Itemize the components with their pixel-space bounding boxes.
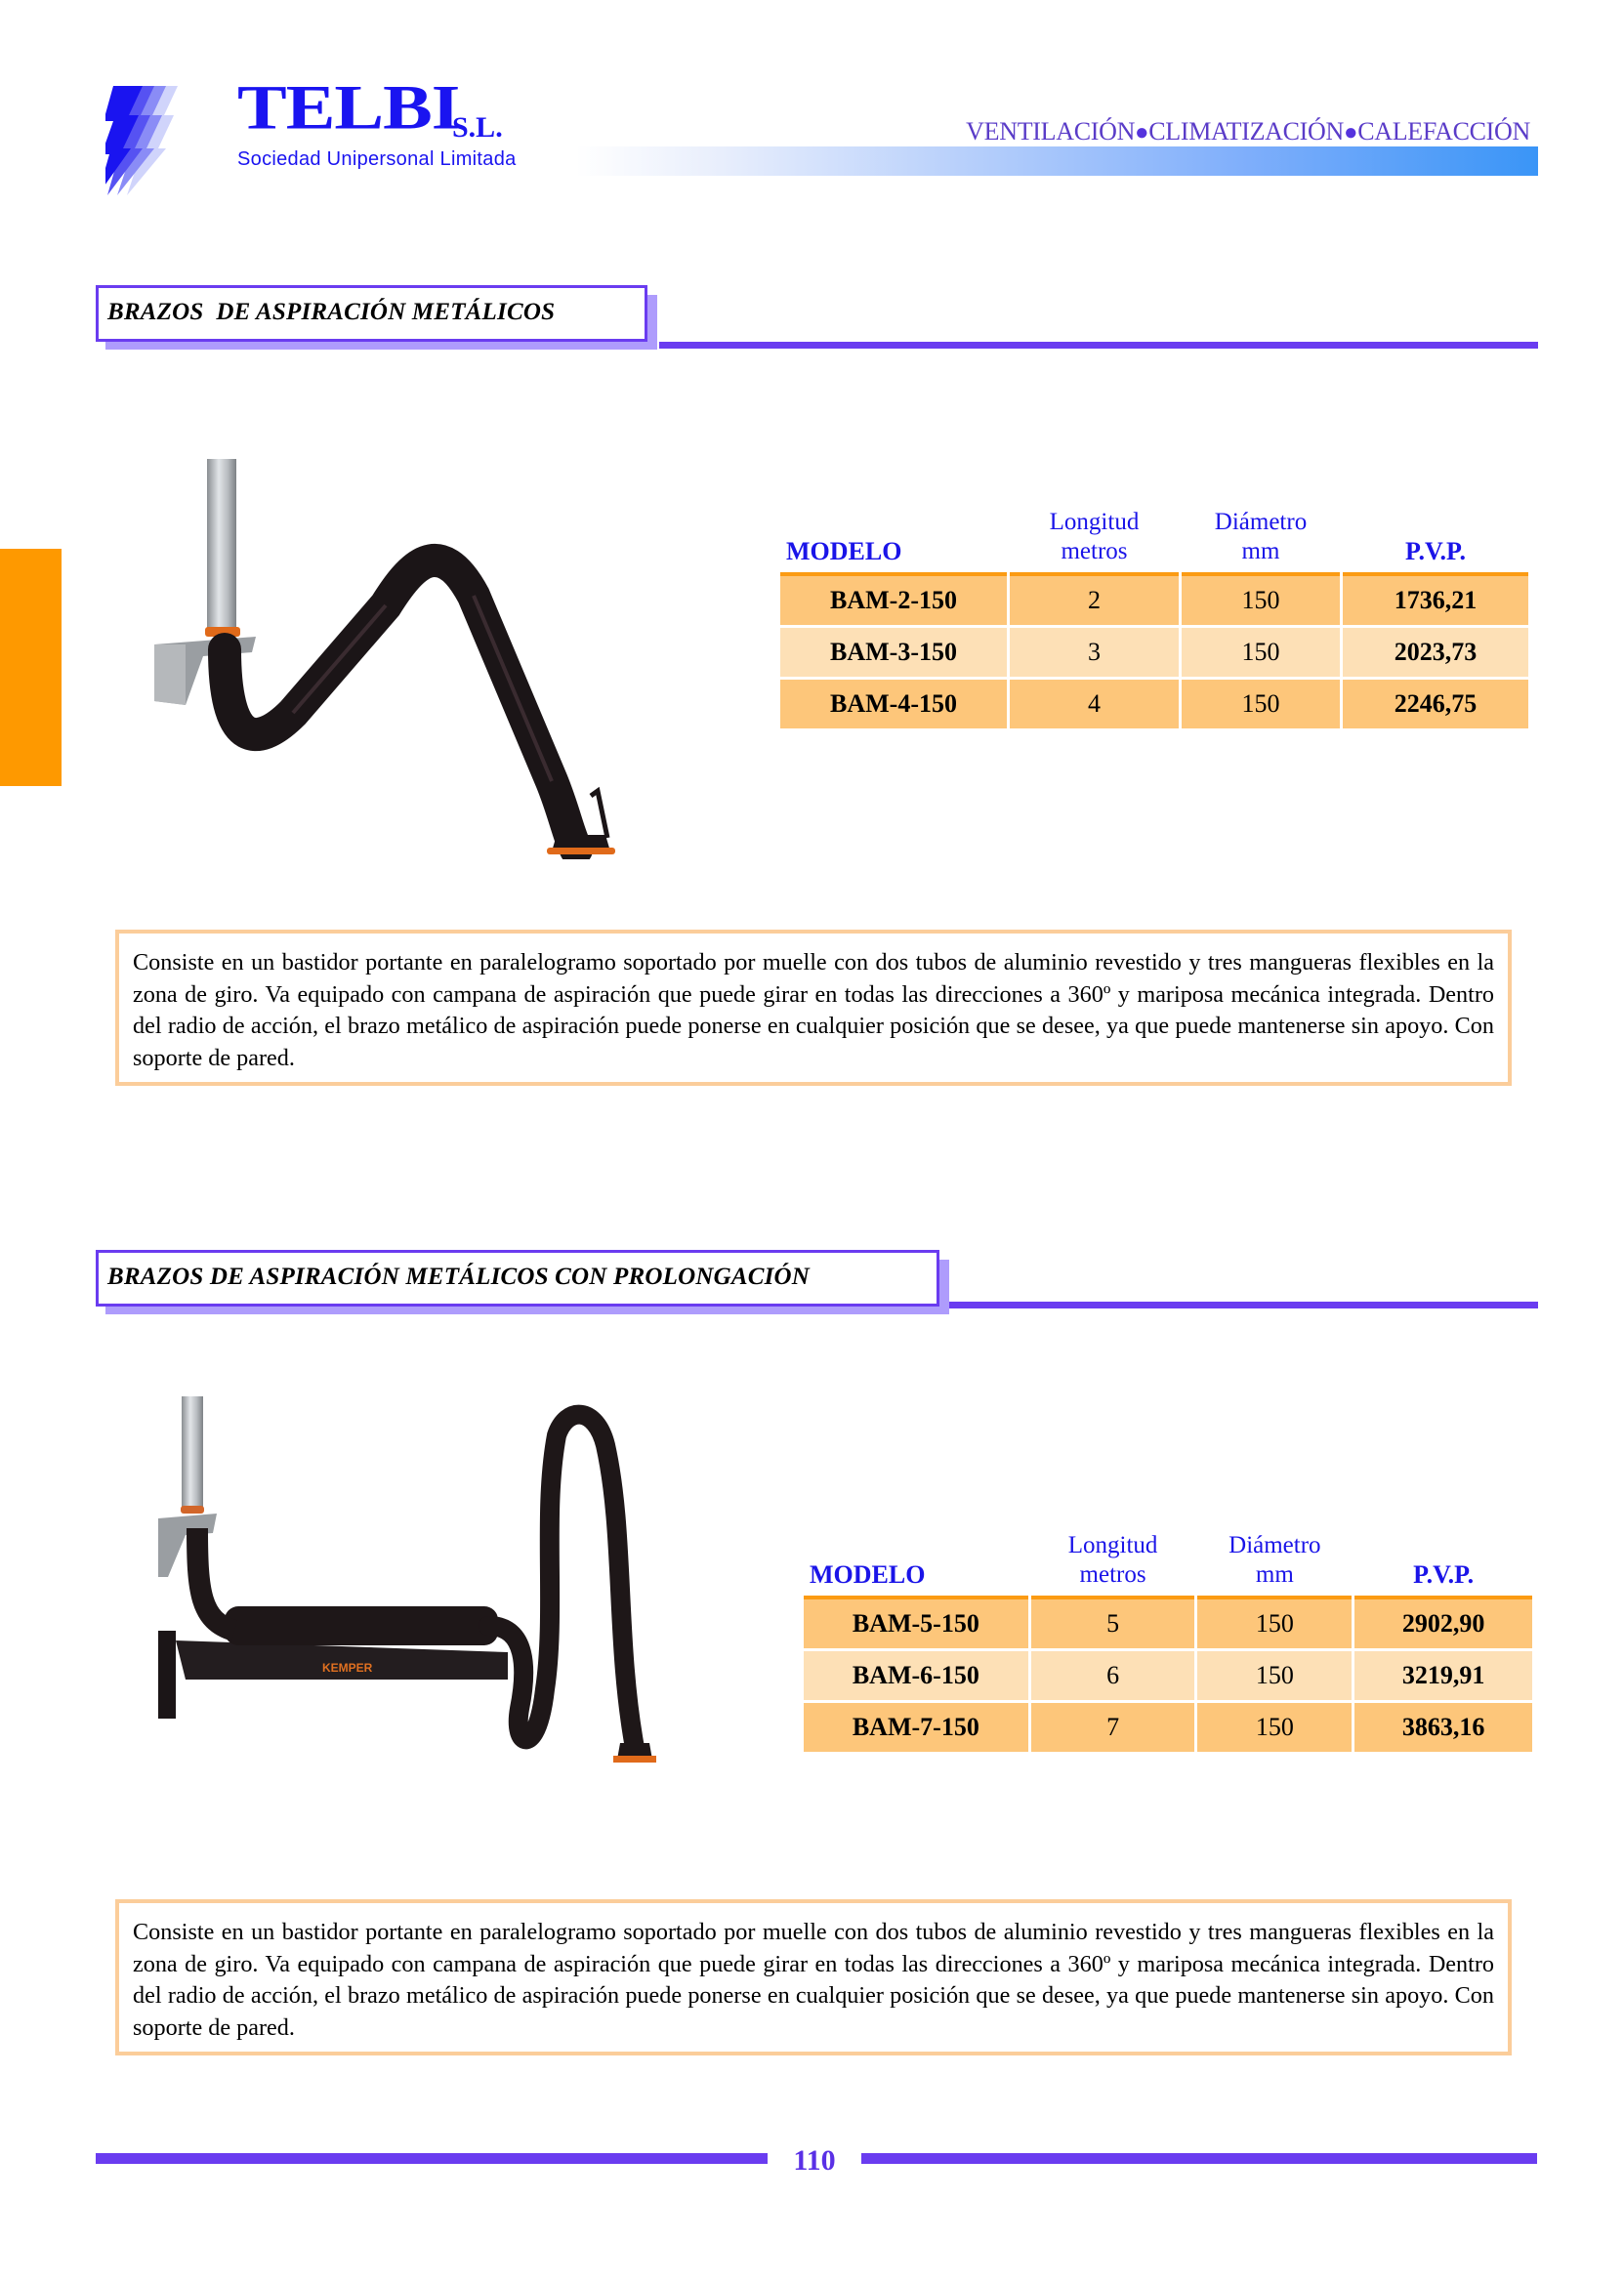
cell-diameter: 150 [1197,1651,1352,1703]
cell-model: BAM-4-150 [780,680,1007,731]
col-header-length: Longitud metros [1049,509,1140,564]
col-header-price: P.V.P. [1405,537,1466,565]
section-divider [949,1302,1538,1308]
cell-diameter: 150 [1182,680,1340,731]
bullet-icon: ● [1344,120,1358,145]
company-name: TELBI [237,72,460,143]
section-title-1 [96,285,647,342]
tagline-ventilacion: VENTILACIÓN [966,117,1136,145]
table-header-row [780,508,1528,572]
cell-length: 6 [1031,1651,1195,1703]
price-table-2 [801,1531,1535,1755]
footer-bar-right [861,2153,1537,2164]
cell-model: BAM-7-150 [804,1703,1028,1755]
tagline-climatizacion: CLIMATIZACIÓN [1148,117,1344,145]
cell-price: 2246,75 [1343,680,1528,731]
company-suffix: S.L. [452,111,503,144]
lightning-bolt-icon [105,86,223,195]
cell-price: 1736,21 [1343,572,1528,628]
table-header-row [804,1531,1532,1596]
cell-diameter: 150 [1197,1596,1352,1651]
footer-bar-left [96,2153,768,2164]
product-description-2: Consiste en un bastidor portante en paralelogramo soportado por muelle con dos tubos de aluminio revestido y tres mangueras flexibles en la zona de giro. Va equipado con campana de aspiración que puede girar en todas las direcciones a 360º y mariposa mecánica integrada. Dentro del radio de acción, el brazo metálico de aspiración puede ponerse en cualquier posición que se desee, ya que puede mantenerse sin apoyo. Con soporte de pared. [115,1899,1512,2055]
section-divider [659,342,1538,349]
cell-diameter: 150 [1182,628,1340,680]
cell-diameter: 150 [1197,1703,1352,1755]
col-header-length: Longitud metros [1067,1532,1158,1588]
product-image-metal-arm [146,449,703,859]
header-gradient-bar [576,146,1538,176]
price-table-1 [777,508,1531,731]
cell-price: 3219,91 [1354,1651,1532,1703]
page-number: 110 [793,2144,836,2177]
cell-length: 2 [1010,572,1179,628]
section-title-2 [96,1250,939,1307]
col-header-diameter: Diámetro mm [1228,1532,1321,1588]
section-title-text: BRAZOS DE ASPIRACIÓN METÁLICOS [107,299,556,325]
table-row [780,572,1528,628]
tagline-calefaccion: CALEFACCIÓN [1357,117,1530,145]
bullet-icon: ● [1135,120,1149,145]
table-row [804,1703,1532,1755]
table-row [780,680,1528,731]
side-tab-marker [0,549,62,786]
cell-length: 3 [1010,628,1179,680]
cell-length: 4 [1010,680,1179,731]
table-row [780,628,1528,680]
company-subtitle: Sociedad Unipersonal Limitada [237,148,517,170]
col-header-diameter: Diámetro mm [1214,509,1308,564]
cell-length: 5 [1031,1596,1195,1651]
table-row [804,1651,1532,1703]
cell-model: BAM-2-150 [780,572,1007,628]
header-tagline [966,117,1530,146]
kemper-brand-label: KEMPER [322,1661,373,1675]
cell-model: BAM-3-150 [780,628,1007,680]
product-image-metal-arm-extension [146,1396,752,1787]
section-title-text: BRAZOS DE ASPIRACIÓN METÁLICOS CON PROLONGACIÓN [107,1264,811,1290]
cell-price: 2902,90 [1354,1596,1532,1651]
col-header-model: MODELO [786,537,902,565]
product-description-1: Consiste en un bastidor portante en paralelogramo soportado por muelle con dos tubos de aluminio revestido y tres mangueras flexibles en la zona de giro. Va equipado con campana de aspiración que puede girar en todas las direcciones a 360º y mariposa mecánica integrada. Dentro del radio de acción, el brazo metálico de aspiración puede ponerse en cualquier posición que se desee, ya que puede mantenerse sin apoyo. Con soporte de pared. [115,930,1512,1086]
cell-price: 3863,16 [1354,1703,1532,1755]
cell-diameter: 150 [1182,572,1340,628]
cell-model: BAM-6-150 [804,1651,1028,1703]
col-header-model: MODELO [810,1560,926,1589]
cell-model: BAM-5-150 [804,1596,1028,1651]
cell-price: 2023,73 [1343,628,1528,680]
table-row [804,1596,1532,1651]
company-logo [105,72,535,199]
col-header-price: P.V.P. [1413,1560,1475,1589]
cell-length: 7 [1031,1703,1195,1755]
